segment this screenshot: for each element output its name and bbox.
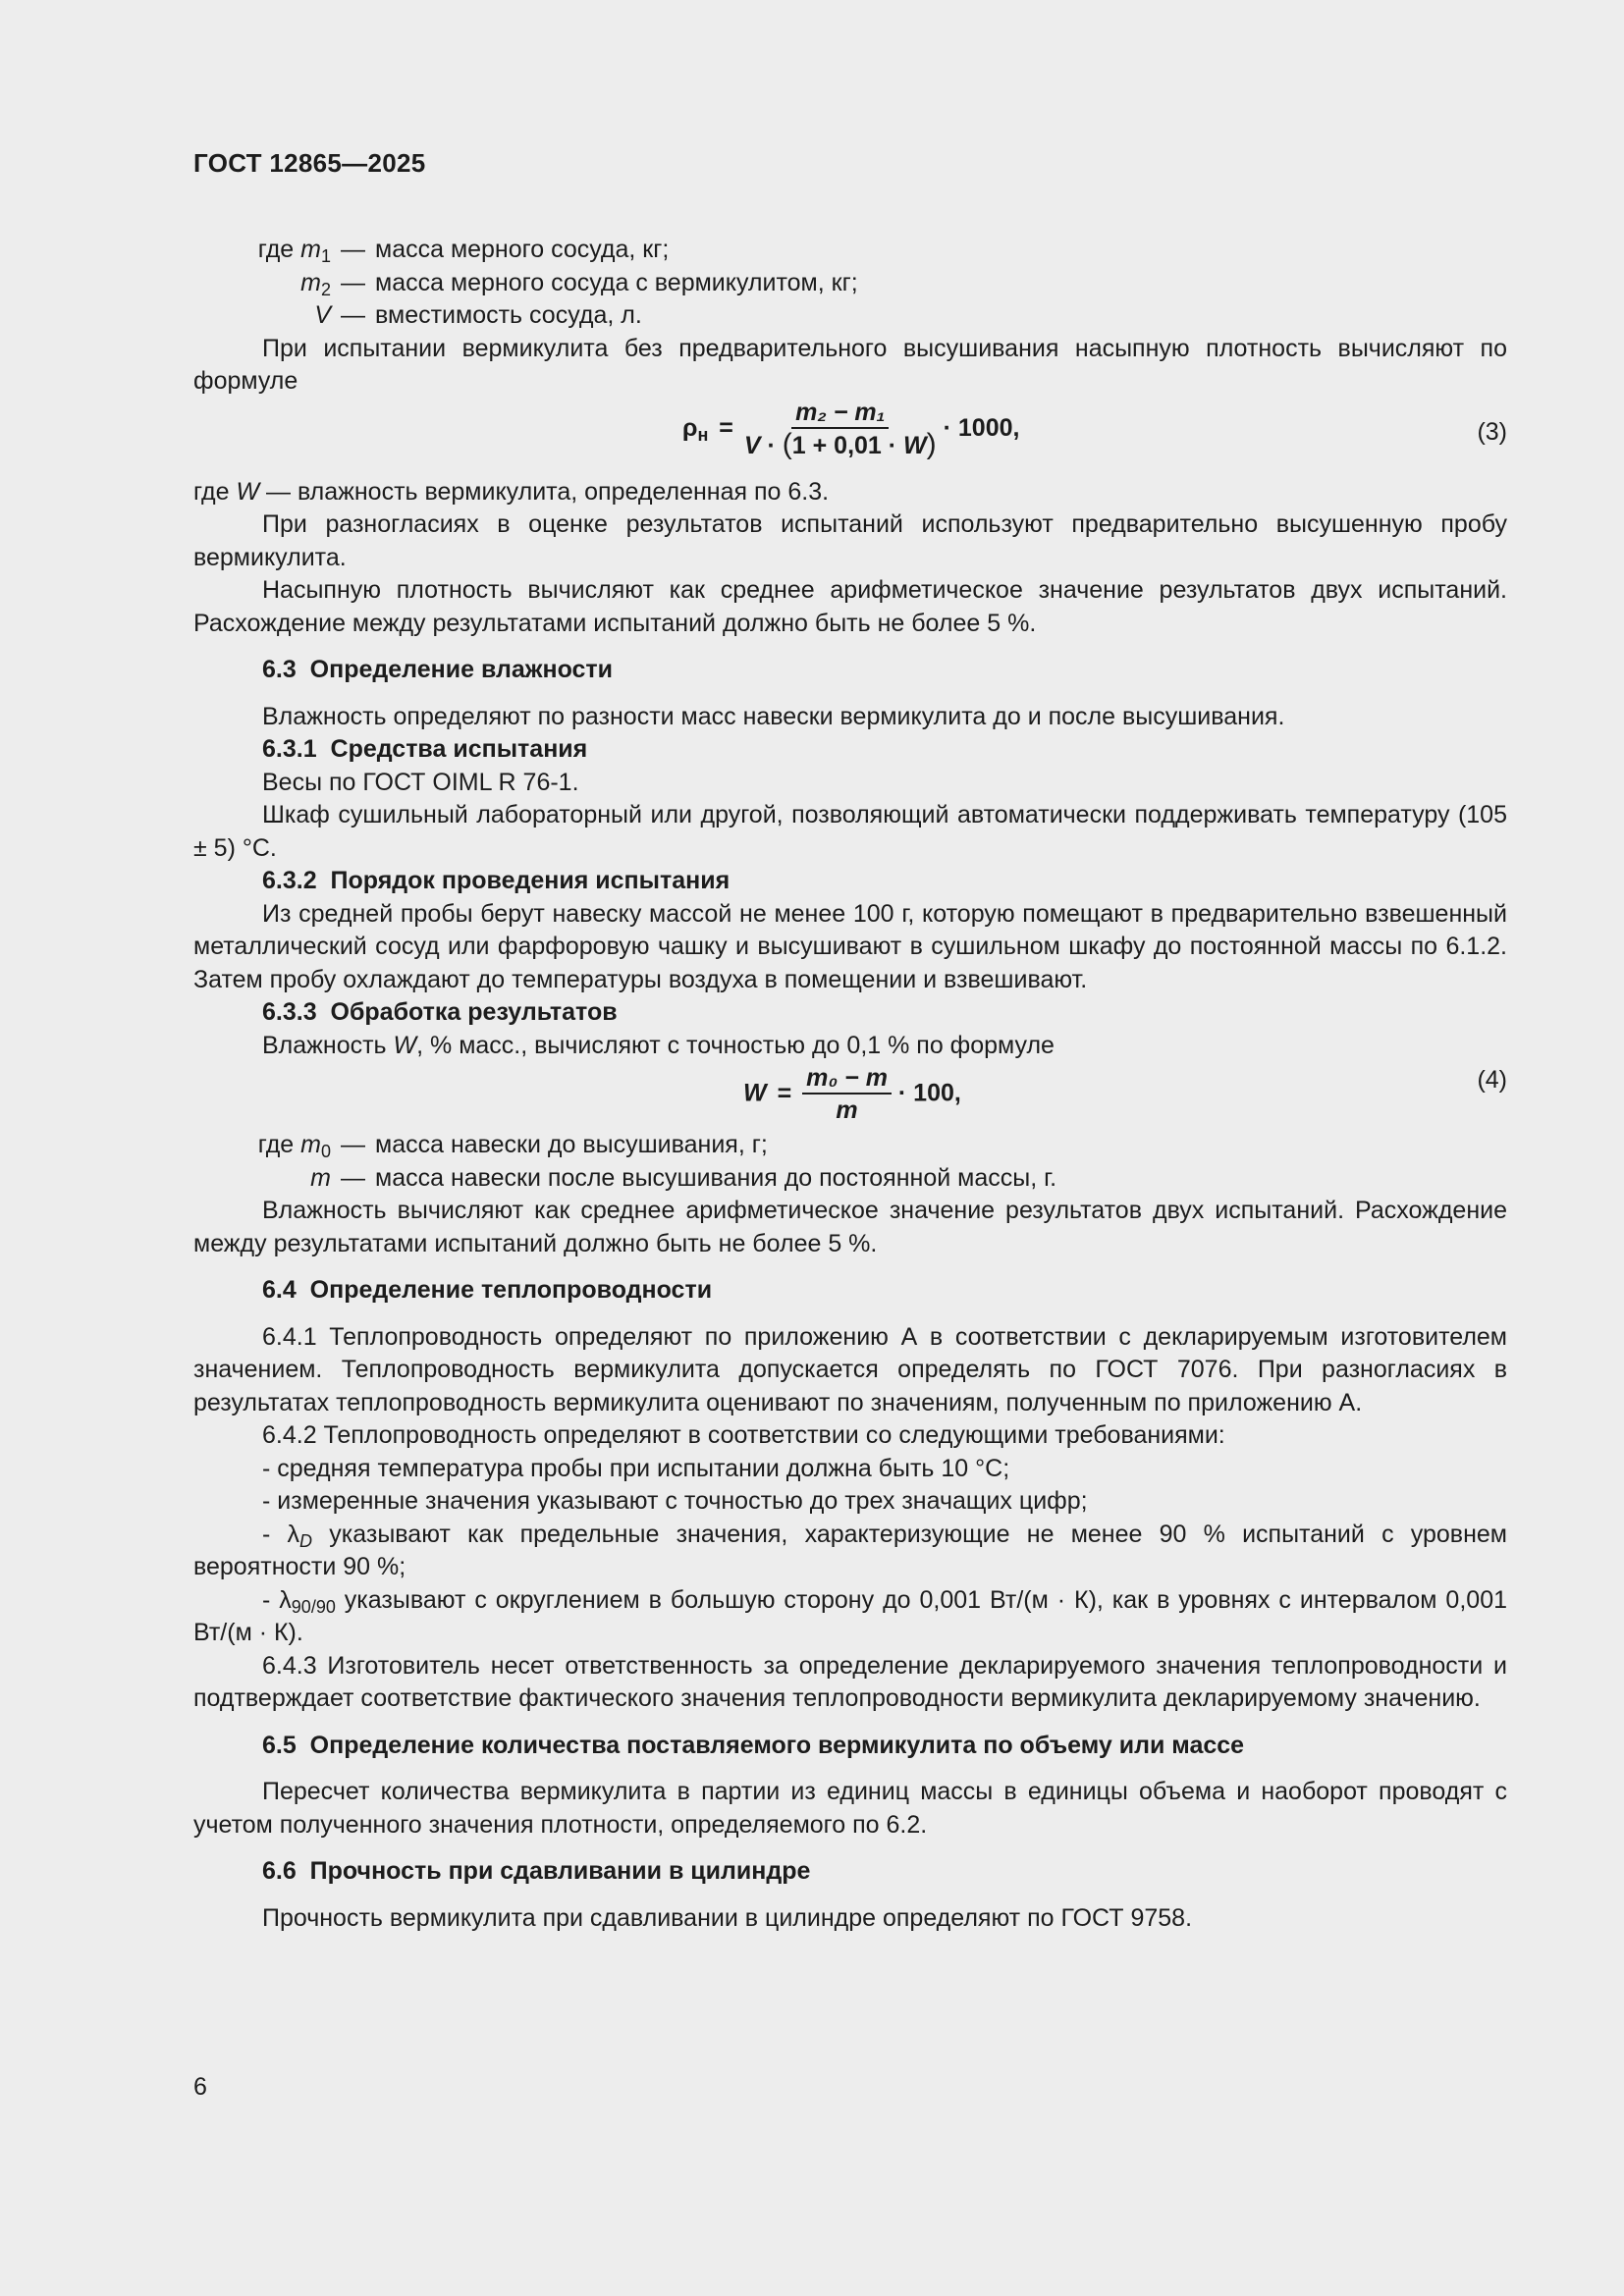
paragraph-6-4-2: 6.4.2 Теплопроводность определяют в соответствии со следующими требованиями:	[262, 1421, 1225, 1449]
definition-m0: где $m_0$ — масса навески до высушивания, г;	[257, 1131, 768, 1161]
paragraph-6-4-1: 6.4.1 Теплопроводность определяют по приложению А в соответствии с декларируемым изготовителем значением. Теплопроводность вермикулита допускается определять по ГОСТ 7076. При разногласиях в результатах теплопроводность вермикулита оценивают по значениям, полученным по приложению А.	[193, 1322, 1507, 1416]
paragraph-moisture-formula-intro: Влажность W, % масс., вычисляют с точностью до 0,1 % по формуле	[262, 1031, 1055, 1059]
section-heading-6-3-2: 6.3.2 Порядок проведения испытания	[262, 867, 731, 894]
formula-3-number: (3)	[1477, 417, 1507, 446]
definition-m2: $m_2$ — масса мерного сосуда с вермикулитом, кг;	[300, 268, 858, 299]
paragraph-drying-cabinet: Шкаф сушильный лабораторный или другой, позволяющий автоматически поддерживать температуру (105 ± 5) °С.	[193, 801, 1507, 862]
definitions-list-2	[193, 1129, 1507, 1195]
definition-m: m — масса навески после высушивания до постоянной массы, г.	[310, 1163, 1057, 1192]
definition-v: V — вместимость сосуда, л.	[314, 301, 642, 329]
paragraph-density-formula-intro: При испытании вермикулита без предварительного высушивания насыпную плотность вычисляют по формуле	[193, 334, 1507, 395]
list-item: - $\lambda_{90/90}$ указывают с округлением в большую сторону до 0,001 Вт/(м · К), как в уровнях с интервалом 0,001 Вт/(м · К).	[193, 1585, 1507, 1646]
list-item: - измеренные значения указывают с точностью до трех значащих цифр;	[262, 1487, 1088, 1515]
section-heading-6-6: 6.6 Прочность при сдавливании в цилиндре	[262, 1857, 811, 1885]
formula-4-number: (4)	[1477, 1066, 1507, 1094]
definitions-list-1	[193, 234, 1507, 333]
paragraph-density-average: Насыпную плотность вычисляют как среднее арифметическое значение результатов двух испытаний. Расхождение между результатами испытаний должно быть не более 5 %.	[193, 576, 1507, 637]
paragraph-disagreement: При разногласиях в оценке результатов испытаний используют предварительно высушенную пробу вермикулита.	[193, 510, 1507, 571]
section-heading-6-3: 6.3 Определение влажности	[262, 656, 614, 683]
formula-4	[193, 1062, 1507, 1129]
formula-3-expression: $\rho_н$ = $\frac{\text{m₂ − m₁}}{V \cdot (1 + 0,01 \cdot W)}$ · 1000,	[682, 398, 1020, 460]
paragraph-test-procedure: Из средней пробы берут навеску массой не менее 100 г, которую помещают в предварительно взвешенный металлический сосуд или фарфоровую чашку и высушивают в сушильном шкафу до постоянной массы по 6.1.2. Затем пробу охлаждают до температуры воздуха в помещении и взвешивают.	[193, 899, 1507, 993]
document-header: ГОСТ 12865—2025	[193, 148, 426, 178]
paragraph-moisture-intro: Влажность определяют по разности масс навески вермикулита до и после высушивания.	[262, 702, 1285, 730]
page-body	[193, 234, 1507, 1935]
paragraph-scales: Весы по ГОСТ OIML R 76-1.	[262, 768, 579, 796]
paragraph-6-6: Прочность вермикулита при сдавливании в цилиндре определяют по ГОСТ 9758.	[262, 1903, 1193, 1932]
formula-3	[193, 399, 1507, 467]
section-heading-6-5: 6.5 Определение количества поставляемого вермикулита по объему или массе	[262, 1731, 1245, 1759]
section-heading-6-3-1: 6.3.1 Средства испытания	[262, 735, 588, 763]
paragraph-6-4-3: 6.4.3 Изготовитель несет ответственность за определение декларируемого значения теплопроводности и подтверждает соответствие фактического значения теплопроводности вермикулита декларируемому значению.	[193, 1651, 1507, 1712]
paragraph-moisture-average: Влажность вычисляют как среднее арифметическое значение результатов двух испытаний. Расхождение между результатами испытаний должно быть не более 5 %.	[193, 1197, 1507, 1257]
list-item: - средняя температура пробы при испытании должна быть 10 °С;	[262, 1454, 1010, 1482]
paragraph-6-5: Пересчет количества вермикулита в партии из единиц массы в единицы объема и наоборот проводят с учетом полученного значения плотности, определяемого по 6.2.	[193, 1778, 1507, 1839]
paragraph-w-definition: где W — влажность вермикулита, определенная по 6.3.	[193, 477, 830, 506]
page-number: 6	[193, 2073, 207, 2101]
section-heading-6-3-3: 6.3.3 Обработка результатов	[262, 998, 618, 1026]
section-heading-6-4: 6.4 Определение теплопроводности	[262, 1276, 713, 1304]
definition-m1: где $m_1$ — масса мерного сосуда, кг;	[257, 236, 670, 266]
formula-4-expression: W = $\frac{\text{m₀ − m}}{m}$ · 100,	[743, 1064, 961, 1124]
list-item: - $\lambda_D$ указывают как предельные значения, характеризующие не менее 90 % испытаний с уровнем вероятности 90 %;	[193, 1520, 1507, 1580]
